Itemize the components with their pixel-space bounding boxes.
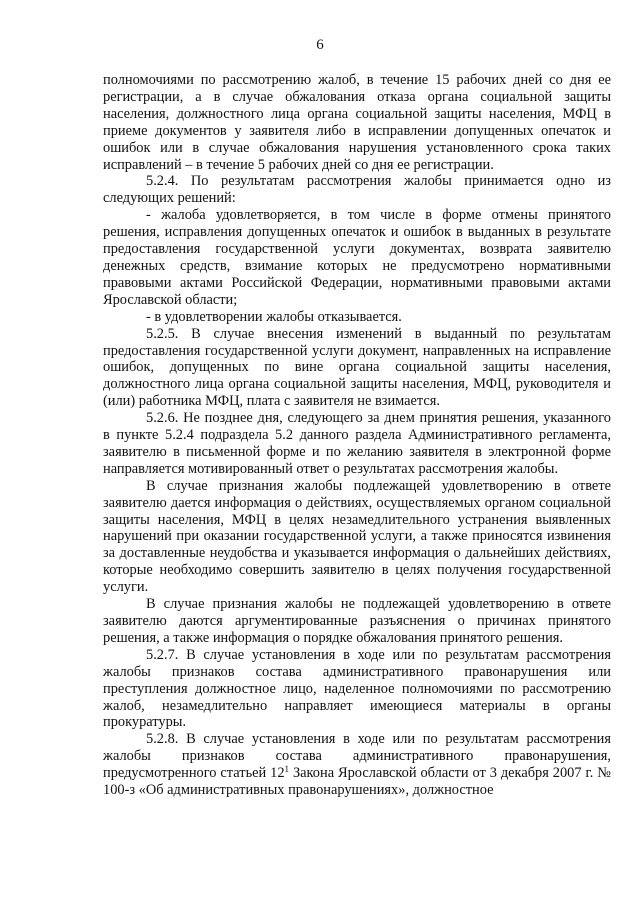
paragraph-5-2-8 <box>103 731 611 799</box>
paragraph-5-2-6: 5.2.6. Не позднее дня, следующего за днем принятия решения, указанного в пункте 5.2.4 подраздела 5.2 данного раздела Административного регламента, заявителю в письменной форме и по желанию заявителя в электронной форме направляется мотивированный ответ о результатах рассмотрения жалобы. <box>103 410 611 477</box>
paragraph-complaint-rejected-response: В случае признания жалобы не подлежащей удовлетворению в ответе заявителю даются аргументированные разъяснения о причинах принятого решения, а также информация о порядке обжалования принятого решения. <box>103 596 611 646</box>
list-item-complaint-rejected: - в удовлетворении жалобы отказывается. <box>146 308 402 325</box>
document-body <box>103 72 611 799</box>
paragraph-complaint-satisfied-response: В случае признания жалобы подлежащей удовлетворению в ответе заявителю дается информация о действиях, осуществляемых органом социальной защиты населения, МФЦ в целях незамедлительного устранения выявленных нарушений при оказании государственной услуги, а также приносятся извинения за доставленные неудобства и указывается информация о дальнейших действиях, которые необходимо совершить заявителю в целях получения государственной услуги. <box>103 477 611 596</box>
paragraph-5-2-8-text-end: Закона Ярославской области от 3 декабря 2007 г. № 100-з «Об административных правонарушениях», должностное <box>103 765 611 799</box>
paragraph-5-2-7: 5.2.7. В случае установления в ходе или по результатам рассмотрения жалобы признаков состава административного правонарушения или преступления должностное лицо, наделенное полномочиями по рассмотрению жалоб, незамедлительно направляет имеющиеся материалы в органы прокуратуры. <box>103 646 611 731</box>
article-superscript: 1 <box>284 764 290 775</box>
list-item-complaint-satisfied: - жалоба удовлетворяется, в том числе в форме отмены принятого решения, исправления допущенных опечаток и ошибок в выданных в результате предоставления государственной услуги документах, возврата заявителю денежных средств, взимание которых не предусмотрено нормативными правовыми актами Российской Федерации, нормативными правовыми актами Ярославской области; <box>103 207 611 308</box>
page-number: 6 <box>316 37 324 53</box>
paragraph-5-2-5: 5.2.5. В случае внесения изменений в выданный по результатам предоставления государственной услуги документ, направленных на исправление ошибок, допущенных по вине органа социальной защиты населения, должностного лица органа социальной защиты населения, МФЦ, руководителя и (или) работника МФЦ, плата с заявителя не взимается. <box>103 325 611 410</box>
paragraph-5-2-4: 5.2.4. По результатам рассмотрения жалобы принимается одно из следующих решений: <box>103 173 611 207</box>
paragraph-5-2-8-text-start: 5.2.8. В случае установления в ходе или по результатам рассмотрения жалобы признаков состава административного правонарушения, предусмотренного статьей 12 <box>103 731 611 782</box>
paragraph-continuation: полномочиями по рассмотрению жалоб, в течение 15 рабочих дней со дня ее регистрации, а в случае обжалования отказа органа социальной защиты населения, должностного лица органа социальной защиты населения, МФЦ в приеме документов у заявителя либо в исправлении допущенных опечаток и ошибок или в случае обжалования нарушения установленного срока таких исправлений – в течение 5 рабочих дней со дня ее регистрации. <box>103 72 611 173</box>
